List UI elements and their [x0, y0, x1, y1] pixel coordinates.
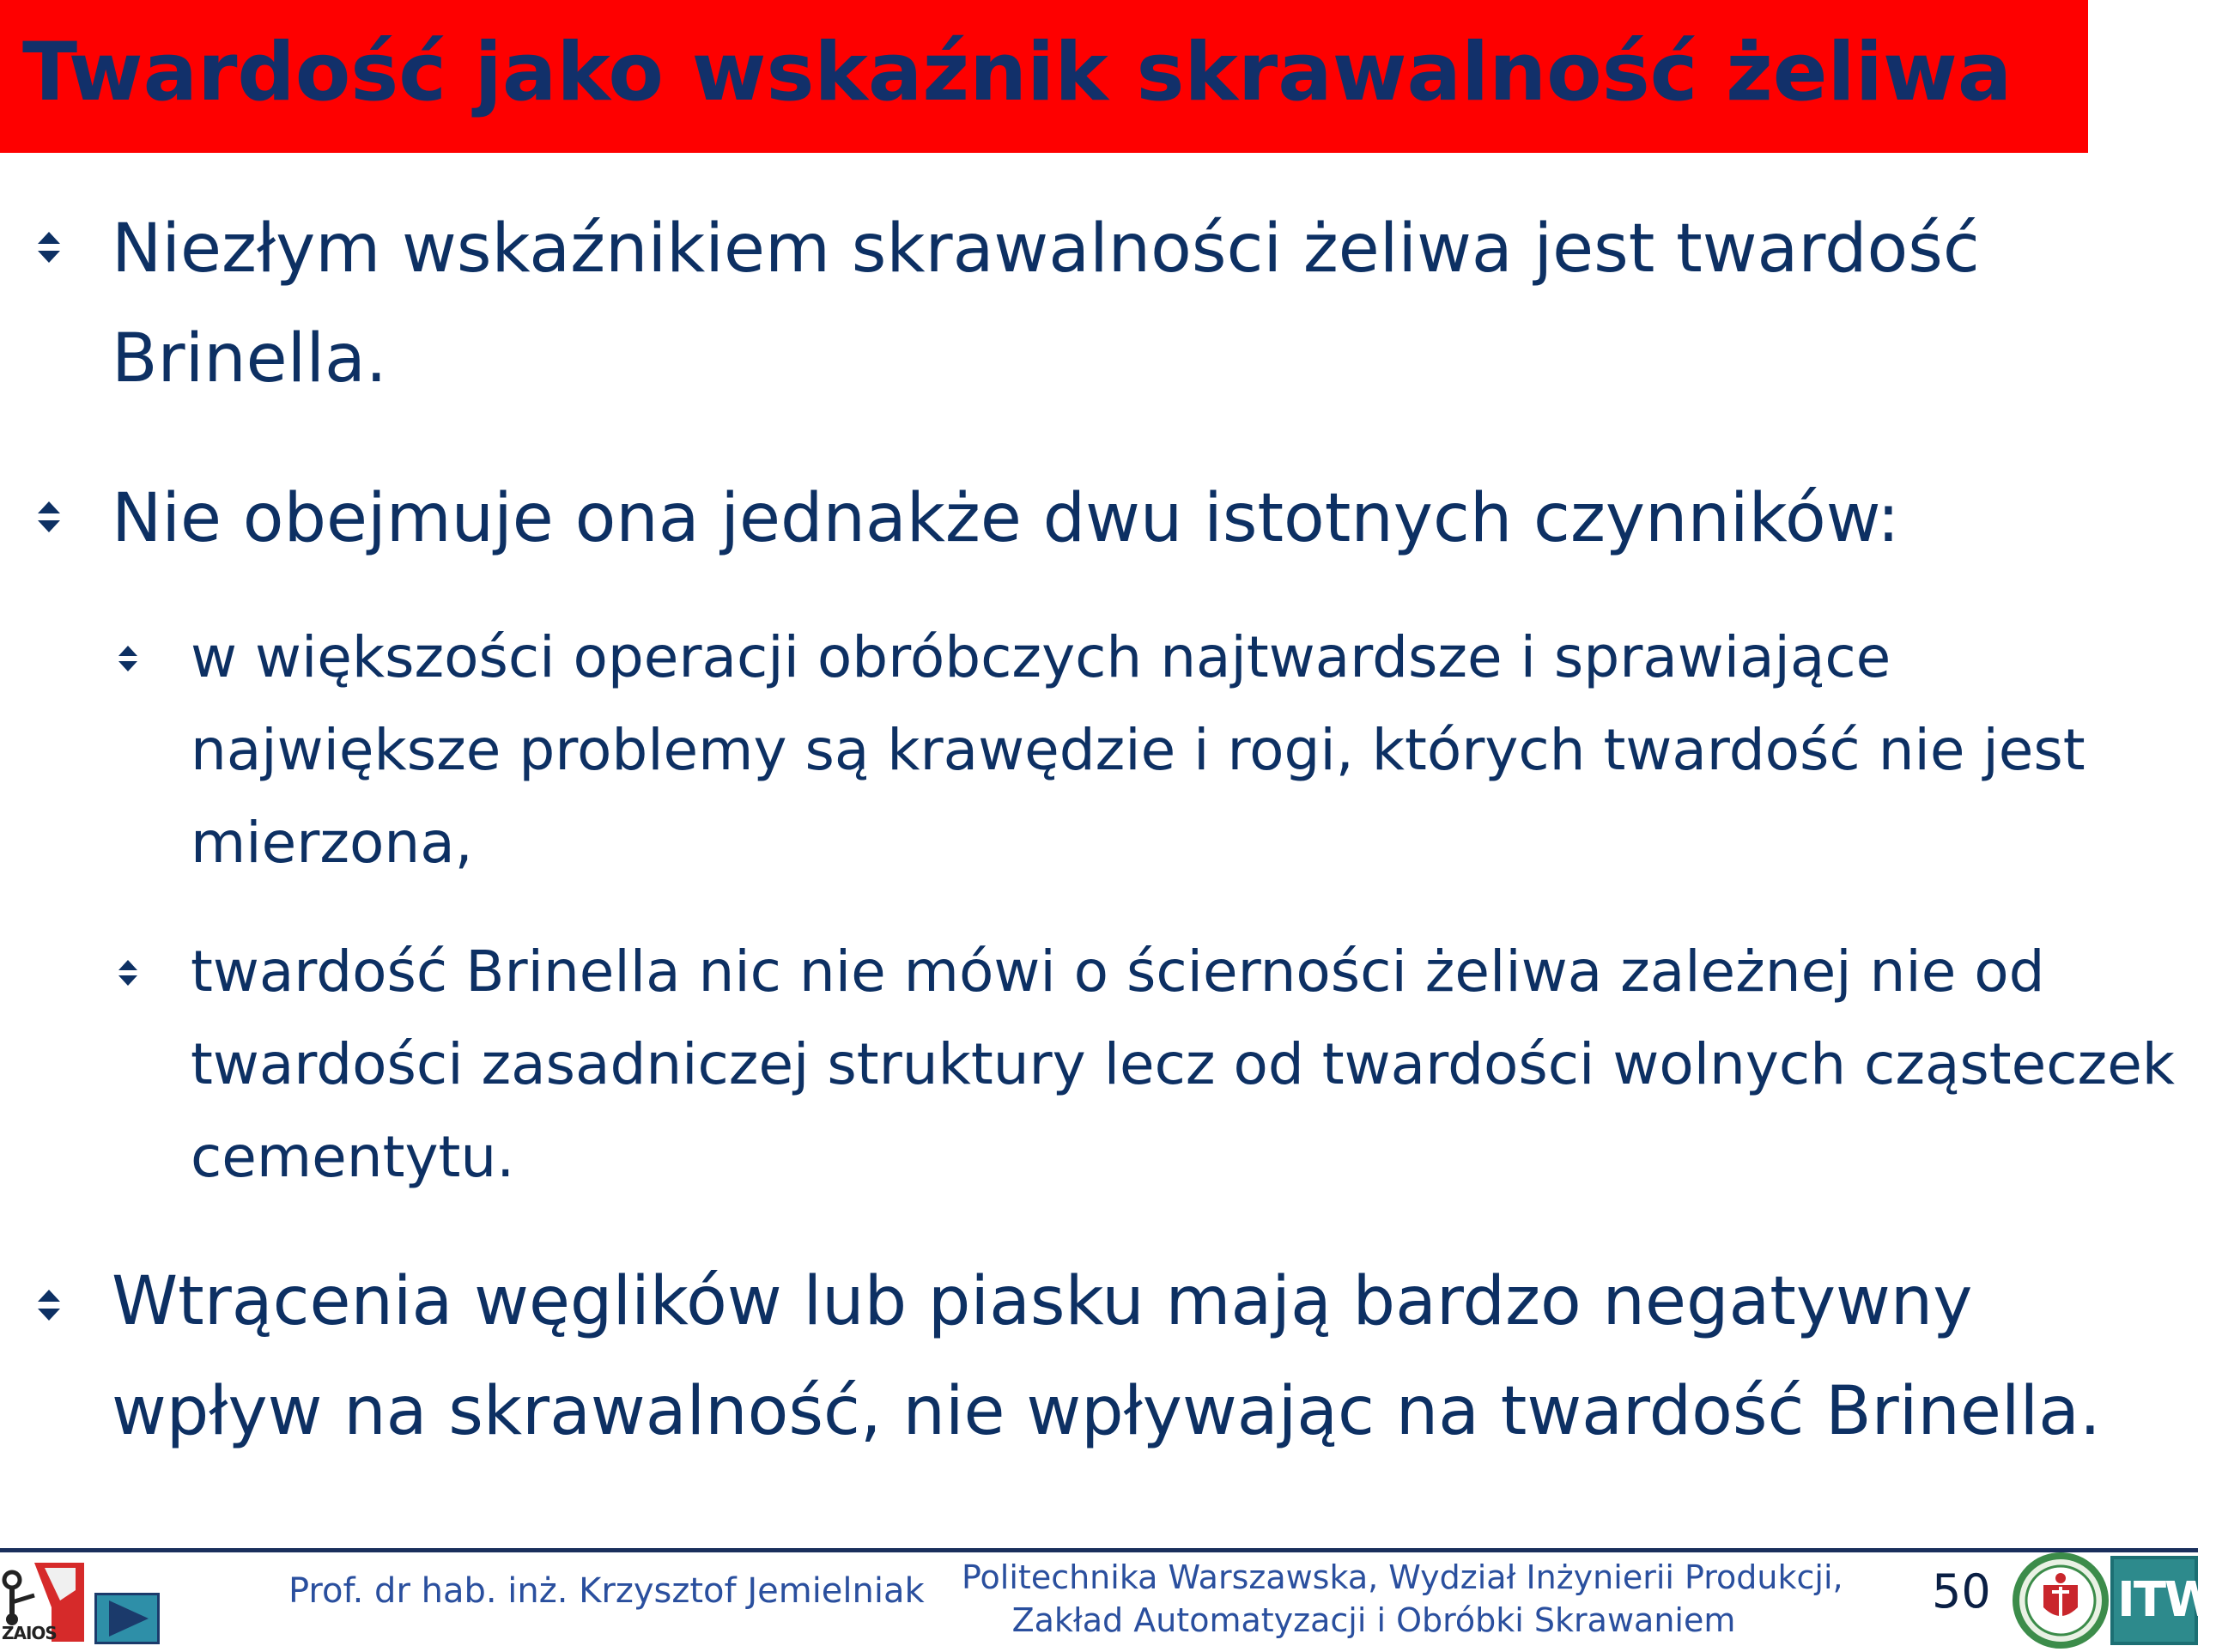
play-button[interactable]	[94, 1593, 160, 1644]
sub-bullet-2-line-1: twardość Brinella nic nie mówi o ścierności żeliwa zależnej nie od	[191, 938, 2045, 1005]
zaios-logo-text: ZAIOS	[2, 1623, 57, 1643]
itw-logo-text: ITW	[2117, 1572, 2216, 1628]
sub-bullet-2-marker-icon	[117, 958, 139, 987]
sub-bullet-1-marker-icon	[117, 644, 139, 673]
footer-institution-line-1: Politechnika Warszawska, Wydział Inżynierii Produkcji,	[962, 1558, 1843, 1596]
bullet-1-line-2: Brinella.	[112, 320, 387, 398]
sub-bullet-2-line-2: twardości zasadniczej struktury lecz od twardości wolnych cząsteczek	[191, 1031, 2176, 1097]
page-number: 50	[1932, 1564, 1991, 1619]
sub-bullet-2-line-3: cementytu.	[191, 1124, 515, 1190]
sub-bullet-2	[191, 926, 2175, 1204]
sub-bullet-1-line-3: mierzona,	[191, 810, 473, 876]
bullet-2	[112, 464, 1900, 574]
bullet-3-marker-icon	[36, 1288, 62, 1322]
bullet-1-line-1: Niezłym wskaźnikiem skrawalności żeliwa jest twardość	[112, 210, 1980, 288]
university-seal-icon	[2013, 1552, 2109, 1649]
bullet-3-line-2: wpływ na skrawalność, nie wpływając na twardość Brinella.	[112, 1373, 2101, 1450]
bullet-3	[112, 1247, 2101, 1467]
bullet-3-line-1: Wtrącenia węglików lub piasku mają bardzo negatywny	[112, 1263, 1973, 1340]
bullet-1-marker-icon	[36, 230, 62, 264]
footer-divider	[0, 1548, 2198, 1552]
sub-bullet-1-line-1: w większości operacji obróbczych najtwardsze i sprawiające	[191, 624, 1891, 690]
play-arrow-icon	[97, 1595, 157, 1642]
sub-bullet-1	[191, 611, 2085, 890]
footer-institution-line-2: Zakład Automatyzacji i Obróbki Skrawaniem	[1011, 1601, 1736, 1639]
bullet-2-line-1: Nie obejmuje ona jednakże dwu istotnych czynników:	[112, 480, 1900, 557]
bullet-2-marker-icon	[36, 500, 62, 534]
bullet-1	[112, 194, 1980, 414]
sub-bullet-1-line-2: największe problemy są krawędzie i rogi, których twardość nie jest	[191, 717, 2085, 783]
footer-author: Prof. dr hab. inż. Krzysztof Jemielniak	[288, 1571, 925, 1611]
footer-institution	[962, 1556, 1843, 1642]
slide-title: Twardość jako wskaźnik skrawalność żeliwa	[22, 26, 2013, 119]
